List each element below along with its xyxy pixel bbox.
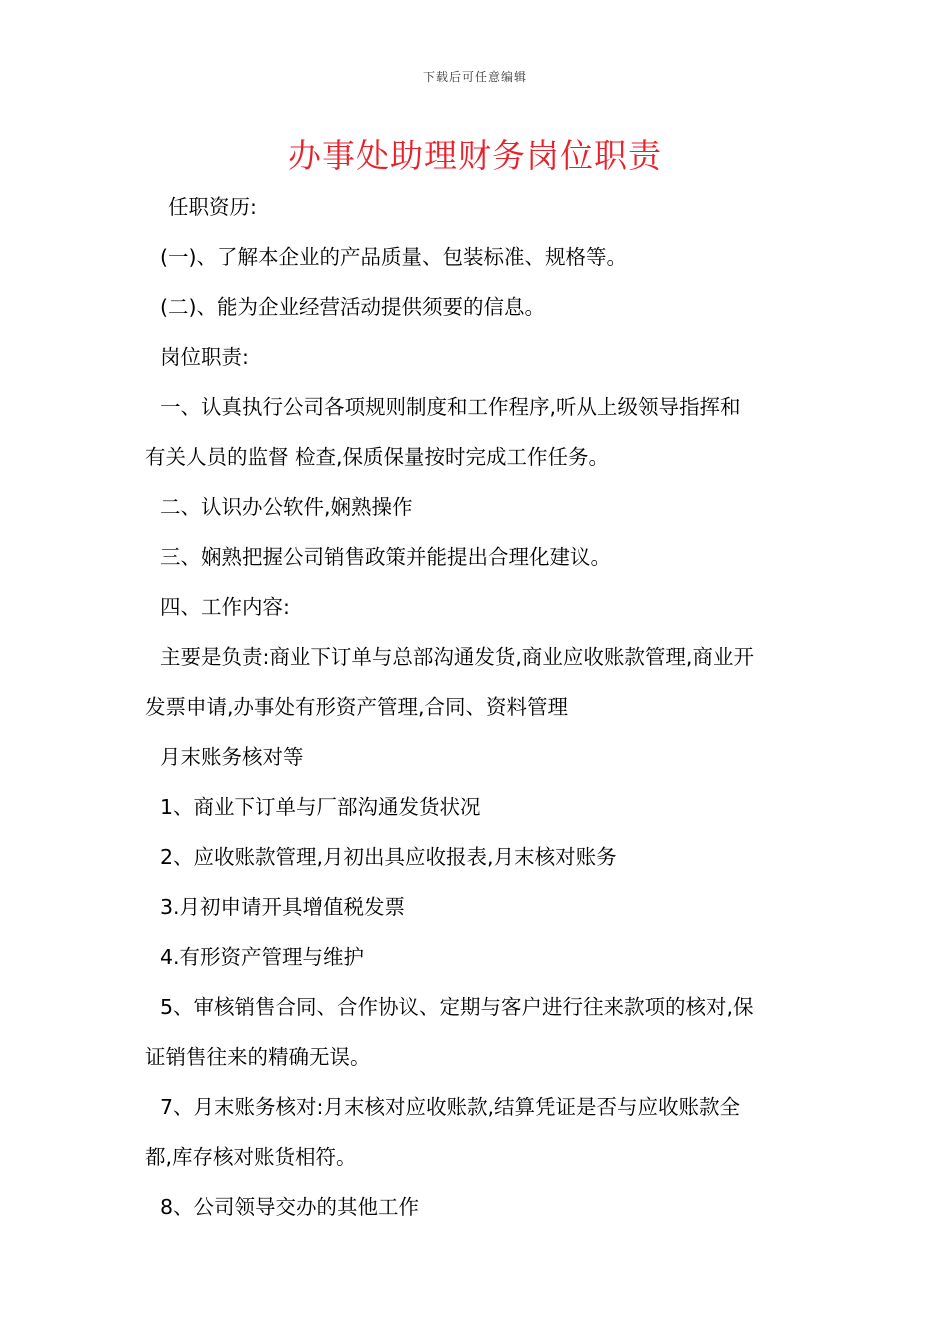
paragraph-line: 二、认识办公软件,娴熟操作 [160, 495, 413, 519]
header-note: 下载后可任意编辑 [422, 70, 527, 84]
paragraph-line: 一、认真执行公司各项规则制度和工作程序,听从上级领导指挥和 [160, 395, 741, 419]
paragraph-line: 主要是负责:商业下订单与总部沟通发货,商业应收账款管理,商业开 [160, 645, 754, 669]
paragraph-line: 四、工作内容: [160, 595, 290, 619]
paragraph-line: 都,库存核对账货相符。 [145, 1145, 357, 1169]
paragraph-line: 1、商业下订单与厂部沟通发货状况 [160, 795, 481, 819]
paragraph-line: 有关人员的监督 检查,保质保量按时完成工作任务。 [145, 445, 610, 469]
paragraph-line: 5、审核销售合同、合作协议、定期与客户进行往来款项的核对,保 [160, 995, 754, 1019]
paragraph-line: 8、公司领导交办的其他工作 [160, 1195, 420, 1219]
paragraph-line: 2、应收账款管理,月初出具应收报表,月末核对账务 [160, 845, 617, 869]
paragraph-line: (二)、能为企业经营活动提供须要的信息。 [160, 295, 545, 319]
paragraph-line: 3.月初申请开具增值税发票 [160, 895, 406, 919]
paragraph-line: 7、月末账务核对:月末核对应收账款,结算凭证是否与应收账款全 [160, 1095, 740, 1119]
paragraph-line: 月末账务核对等 [160, 745, 304, 769]
paragraph-line: 三、娴熟把握公司销售政策并能提出合理化建议。 [160, 545, 611, 569]
document-title: 办事处助理财务岗位职责 [288, 136, 662, 175]
paragraph-line: 任职资历: [168, 195, 257, 219]
document-body [145, 182, 810, 1232]
paragraph-line: 4.有形资产管理与维护 [160, 945, 365, 969]
paragraph-line: 岗位职责: [160, 345, 249, 369]
paragraph-line: 发票申请,办事处有形资产管理,合同、资料管理 [145, 695, 569, 719]
paragraph-line: (一)、了解本企业的产品质量、包装标准、规格等。 [160, 245, 627, 269]
paragraph-line: 证销售往来的精确无误。 [145, 1045, 371, 1069]
